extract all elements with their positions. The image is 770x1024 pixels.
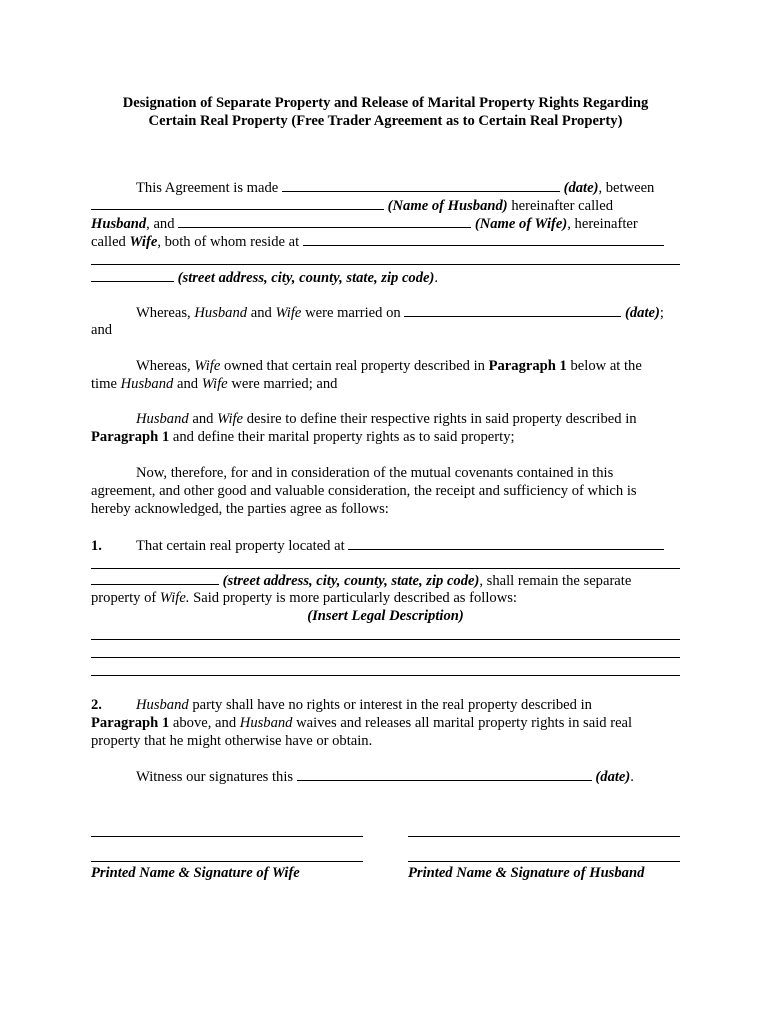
now-line-3: hereby acknowledged, the parties agree as follows: bbox=[91, 501, 389, 517]
intro-line-1: This Agreement is made (date), between bbox=[136, 180, 655, 196]
now-line-2: agreement, and other good and valuable consideration, the receipt and sufficiency of which is bbox=[91, 483, 637, 499]
property-address-label: (street address, city, county, state, zip code) bbox=[222, 573, 480, 589]
whereas-2-line-1: Whereas, Wife owned that certain real property described in Paragraph 1 below at the bbox=[136, 358, 642, 374]
husband-signature-line-1 bbox=[408, 836, 680, 837]
desire-line-2: Paragraph 1 and define their marital property rights as to said property; bbox=[91, 429, 515, 445]
paragraph-1-number: 1. bbox=[91, 538, 102, 554]
wife-signature-caption: Printed Name & Signature of Wife bbox=[91, 865, 300, 881]
date-label: (date) bbox=[563, 180, 599, 196]
residence-blank bbox=[303, 232, 664, 246]
title-line-2: Certain Real Property (Free Trader Agreement as to Certain Real Property) bbox=[148, 113, 623, 129]
witness-line: Witness our signatures this (date). bbox=[136, 769, 634, 785]
intro-line-2: (Name of Husband) hereinafter called bbox=[91, 196, 680, 215]
intro-line-6: (street address, city, county, state, zip code). bbox=[91, 268, 680, 287]
wife-name-blank bbox=[178, 214, 471, 228]
intro-line-4: called Wife, both of whom reside at bbox=[91, 232, 680, 251]
document-title bbox=[91, 94, 680, 130]
paragraph-1-line-1: 1. That certain real property located at bbox=[91, 536, 680, 555]
title-line-1: Designation of Separate Property and Release of Marital Property Rights Regarding bbox=[122, 95, 649, 111]
intro-line-3: Husband, and (Name of Wife), hereinafter bbox=[91, 216, 638, 232]
paragraph-1-line-3: (street address, city, county, state, zip code), shall remain the separate bbox=[91, 571, 680, 590]
legal-description-line-2 bbox=[91, 657, 680, 658]
property-location-blank-end bbox=[91, 571, 219, 585]
property-location-blank-line-2 bbox=[91, 568, 680, 569]
legal-description-label: (Insert Legal Description) bbox=[307, 608, 464, 624]
property-location-blank bbox=[348, 536, 664, 550]
paragraph-1-line-4: property of Wife. Said property is more particularly described as follows: bbox=[91, 590, 517, 606]
paragraph-2-line-2: Paragraph 1 above, and Husband waives and releases all marital property rights in said real bbox=[91, 715, 633, 731]
now-line-1: Now, therefore, for and in consideration of the mutual covenants contained in this bbox=[136, 465, 614, 481]
husband-signature-caption: Printed Name & Signature of Husband bbox=[408, 865, 645, 881]
marriage-date-blank bbox=[404, 303, 621, 317]
wife-signature-line-1 bbox=[91, 836, 363, 837]
husband-signature-line-2 bbox=[408, 861, 680, 862]
paragraph-2-line-1: 2. Husband party shall have no rights or interest in the real property described in bbox=[91, 697, 592, 713]
whereas-2-line-2: time Husband and Wife were married; and bbox=[91, 376, 338, 392]
name-of-husband-label: (Name of Husband) bbox=[387, 198, 508, 214]
whereas-1-line-1: Whereas, Husband and Wife were married on (date); bbox=[136, 305, 664, 321]
residence-blank-end bbox=[91, 268, 174, 282]
whereas-1-line-2: and bbox=[91, 322, 113, 338]
residence-blank-line-2 bbox=[91, 264, 680, 265]
address-label: (street address, city, county, state, zip code) bbox=[177, 270, 435, 286]
desire-line-1: Husband and Wife desire to define their respective rights in said property described in bbox=[136, 411, 637, 427]
paragraph-2-line-3: property that he might otherwise have or obtain. bbox=[91, 733, 373, 749]
witness-date-blank bbox=[297, 767, 592, 781]
paragraph-2-number: 2. bbox=[91, 697, 102, 713]
husband-name-blank bbox=[91, 196, 384, 210]
wife-signature-line-2 bbox=[91, 861, 363, 862]
legal-description-line-3 bbox=[91, 675, 680, 676]
name-of-wife-label: (Name of Wife) bbox=[474, 216, 568, 232]
agreement-date-blank bbox=[282, 178, 560, 192]
legal-description-line-1 bbox=[91, 639, 680, 640]
